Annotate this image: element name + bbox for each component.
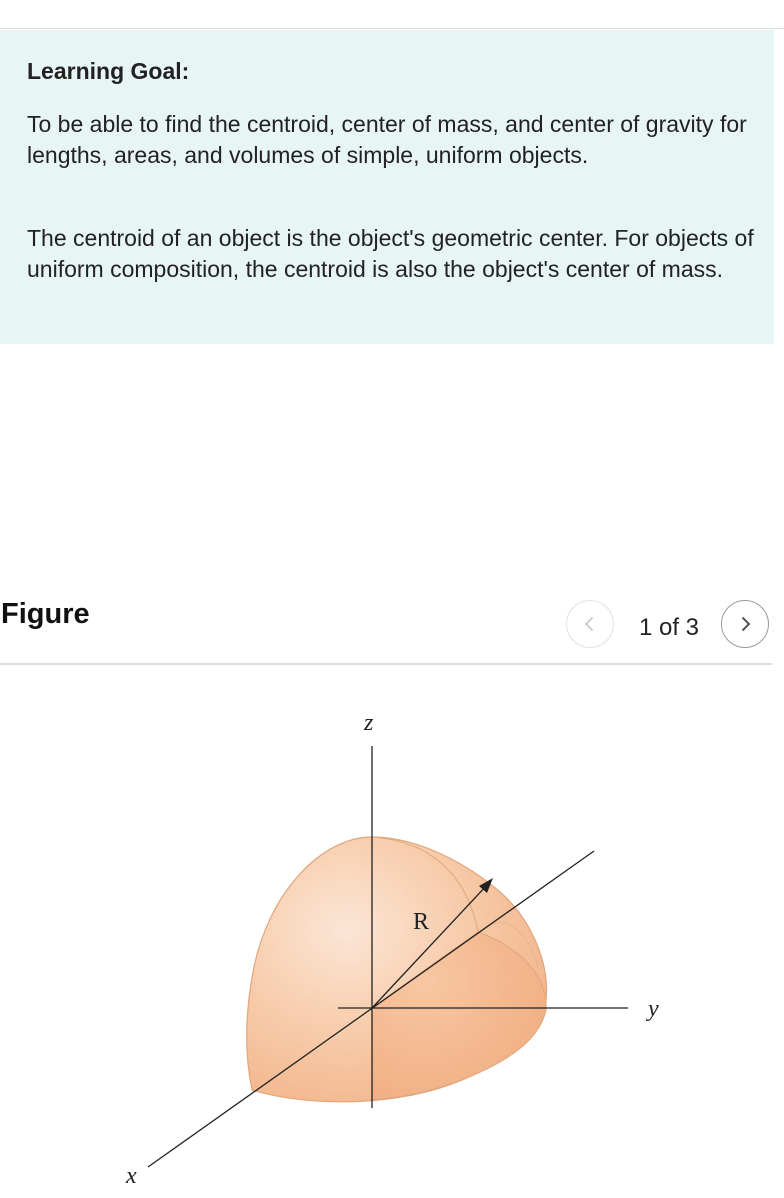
radius-label: R xyxy=(413,909,430,935)
learning-goal-title: Learning Goal: xyxy=(27,58,190,84)
chevron-right-icon xyxy=(735,614,755,634)
y-axis-label: y xyxy=(648,996,659,1022)
x-axis-label: x xyxy=(126,1163,137,1189)
previous-figure-button[interactable] xyxy=(566,600,614,648)
figure-divider xyxy=(0,663,772,665)
figure-page-counter: 1 of 3 xyxy=(638,614,700,641)
chevron-left-icon xyxy=(580,614,600,634)
top-divider xyxy=(0,28,784,29)
z-axis-label: z xyxy=(364,710,374,736)
learning-goal-paragraph: To be able to find the centroid, center of mass, and center of gravity for lengths, areas, and volumes of simple, uniform objects. xyxy=(27,111,747,168)
figure-heading: Figure xyxy=(1,598,90,630)
hemisphere-figure xyxy=(0,680,784,1198)
learning-goal-paragraph: The centroid of an object is the object's geometric center. For objects of uniform composition, the centroid is also the object's center of mass. xyxy=(27,225,754,282)
next-figure-button[interactable] xyxy=(721,600,769,648)
